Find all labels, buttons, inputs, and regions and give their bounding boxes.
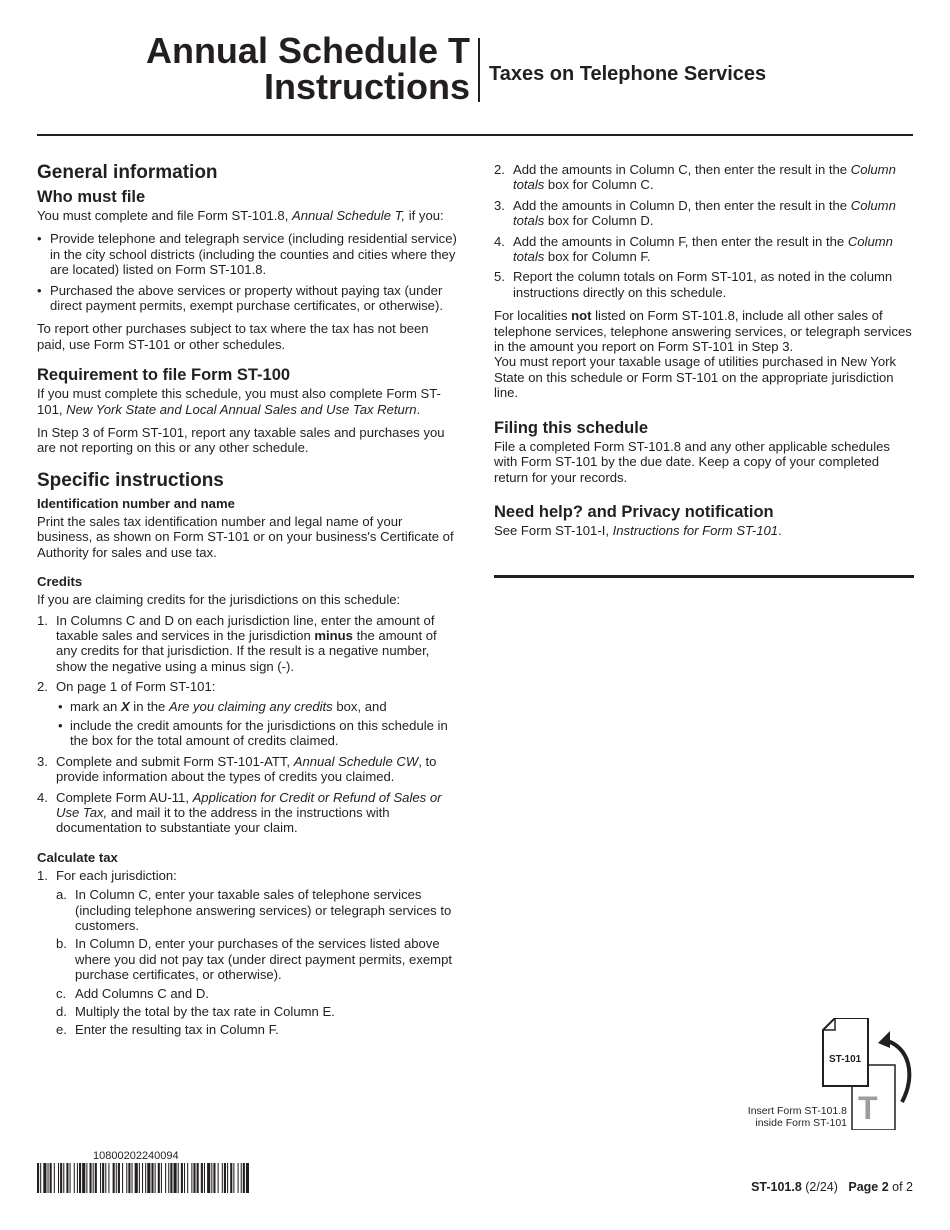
schedule-name: Annual Schedule CW: [293, 753, 419, 769]
item-number: 1.: [37, 612, 48, 628]
step-letter: b.: [56, 936, 67, 952]
who-bullets: [37, 231, 459, 313]
barcode-bar: [135, 1163, 138, 1193]
footer-revision: (2/24): [801, 1180, 838, 1194]
schedule-name: Annual Schedule T,: [291, 208, 406, 223]
barcode-bar: [233, 1163, 234, 1193]
barcode-bar: [191, 1163, 192, 1193]
barcode-bar: [93, 1163, 94, 1193]
barcode-bar: [116, 1163, 117, 1193]
barcode-bar: [181, 1163, 183, 1193]
sub-list: [56, 699, 459, 749]
id-heading: Identification number and name: [37, 495, 235, 511]
item-text: In Columns C and D on each jurisdiction line, enter the amount of taxable sales and services in the jurisdiction: [56, 612, 435, 643]
req-text: If you must complete this schedule, you must also complete Form ST-101,: [37, 386, 441, 417]
who-intro-text: You must complete and file Form ST-101.8,: [37, 208, 292, 223]
barcode-bar: [50, 1163, 52, 1193]
list-item: [37, 754, 459, 785]
list-item: [37, 613, 459, 675]
barcode-bar: [155, 1163, 156, 1193]
barcode-bar: [66, 1163, 68, 1193]
instructions-name: Instructions for Form ST-101: [612, 522, 779, 538]
barcode-bar: [241, 1163, 242, 1193]
credits-heading: Credits: [37, 574, 83, 590]
item-number: 3.: [494, 197, 505, 213]
barcode-bar: [54, 1163, 55, 1193]
barcode-bar: [204, 1163, 205, 1193]
calc-steps: [56, 887, 459, 1038]
barcode-bar: [227, 1163, 228, 1193]
item-text: Add the amounts in Column F, then enter the result in the: [513, 233, 848, 249]
item-text-end: , to provide information about the types of credits you claimed.: [56, 753, 437, 785]
barcode-bar: [218, 1163, 219, 1193]
barcode-bar: [238, 1163, 239, 1193]
item-number: 5.: [494, 269, 505, 285]
barcode-bar: [187, 1163, 188, 1193]
item-number: 1.: [37, 867, 48, 883]
sub-text: box, and: [332, 698, 387, 714]
list-item: [494, 162, 914, 193]
barcode-bar: [246, 1163, 249, 1193]
general-heading: General information: [37, 162, 218, 183]
list-item: [494, 198, 914, 229]
barcode-bar: [128, 1163, 130, 1193]
localities-part: For localities: [494, 308, 572, 324]
filing-heading: Filing this schedule: [494, 418, 649, 437]
footer-form-id: ST-101.8: [751, 1180, 802, 1194]
item-text: For each jurisdiction:: [56, 867, 177, 883]
barcode-bar: [178, 1163, 179, 1193]
barcode-bar: [193, 1163, 195, 1193]
sub-item: [56, 699, 459, 714]
list-item: [37, 868, 459, 1038]
filing-text: File a completed Form ST-101.8 and any other applicable schedules with Form ST-101 by the due date. Keep a copy of your completed return for your records.: [494, 438, 890, 485]
barcode-bar: [201, 1163, 203, 1193]
form-name: Application for Credit or Refund of Sales or Use Tax,: [56, 789, 442, 820]
step-letter: e.: [56, 1022, 67, 1038]
requirement-text-1: [37, 386, 459, 417]
requirement-text-2: In Step 3 of Form ST-101, report any taxable sales and purchases you are not reporting on this or any other schedule.: [37, 425, 445, 456]
sub-text: in the: [129, 698, 169, 714]
calculate-heading: Calculate tax: [37, 849, 118, 865]
who-must-file-heading: Who must file: [37, 188, 146, 206]
localities-emphasis: not: [571, 308, 592, 324]
title-line-2: Instructions: [263, 66, 470, 107]
step-item: [56, 887, 459, 933]
barcode-bar: [174, 1163, 177, 1193]
barcode-bar: [211, 1163, 212, 1193]
barcode-bar: [230, 1163, 232, 1193]
specific-heading: Specific instructions: [37, 469, 224, 491]
step-item: [56, 986, 459, 1001]
page-subtitle: Taxes on Telephone Services: [489, 63, 767, 85]
help-part: .: [778, 522, 782, 538]
item-text-end: box for Column F.: [544, 249, 651, 265]
list-item: [494, 234, 914, 265]
barcode-bar: [63, 1163, 64, 1193]
footer-page-total: of 2: [888, 1180, 913, 1194]
who-intro: [37, 208, 459, 223]
footer-page-number: 2: [881, 1180, 889, 1194]
barcode-bar: [79, 1163, 81, 1193]
help-part: See Form ST-101-I,: [494, 522, 613, 538]
page-title: [100, 30, 470, 107]
help-text: [494, 523, 914, 538]
who-outro: To report other purchases subject to tax where the tax has not been paid, use Form ST-101 or other schedules.: [37, 321, 429, 352]
step-item: [56, 1004, 459, 1019]
sub-text: mark an: [70, 698, 121, 714]
barcode-bar: [142, 1163, 143, 1193]
barcode-bar: [197, 1163, 199, 1193]
item-number: 4.: [494, 233, 505, 249]
step-text: Enter the resulting tax in Column F.: [75, 1022, 279, 1038]
step-text: Multiply the total by the tax rate in Column E.: [75, 1004, 335, 1020]
barcode-bar: [122, 1163, 123, 1193]
localities-part: listed on Form ST-101.8, include all other sales of telephone services, telephone answering services, or telegraph services in the amount you report on Form ST-101 in Step 3.: [494, 308, 912, 355]
barcode-bar: [82, 1163, 85, 1193]
list-item: [494, 269, 914, 300]
insert-line-2: inside Form ST-101: [755, 1116, 847, 1129]
barcode-bar: [118, 1163, 120, 1193]
barcode-bar: [105, 1163, 106, 1193]
usage-text: You must report your taxable usage of utilities purchased in New York State on this schedule or Form ST-101 on the appropriate jurisdiction line.: [494, 354, 897, 401]
barcode-bar: [213, 1163, 215, 1193]
barcode-bar: [158, 1163, 160, 1193]
barcode-bar: [102, 1163, 104, 1193]
localities-text: [494, 308, 914, 354]
item-number: 4.: [37, 789, 48, 805]
item-text-end: and mail it to the address in the instructions with documentation to substantiate your claim.: [56, 804, 390, 836]
credits-intro: If you are claiming credits for the jurisdictions on this schedule:: [37, 592, 401, 608]
page-footer: [751, 1180, 913, 1194]
item-emphasis: minus: [314, 627, 353, 643]
barcode-bar: [113, 1163, 115, 1193]
sub-item: • include the credit amounts for the jurisdictions on this schedule in the box for the total amount of credits claimed.: [56, 718, 459, 749]
item-text: On page 1 of Form ST-101:: [56, 679, 216, 695]
section-end-rule: [494, 575, 914, 578]
barcode-bar: [243, 1163, 245, 1193]
credits-list: [37, 613, 459, 836]
step-letter: c.: [56, 985, 67, 1001]
barcode-bar: [40, 1163, 41, 1193]
item-text-end: box for Column D.: [544, 213, 654, 229]
item-text: Report the column totals on Form ST-101, as noted in the column instructions directly on this schedule.: [513, 269, 893, 300]
list-item: • Provide telephone and telegraph service (including residential service) in the city school districts (including the counties and cities where they are located) listed on Form ST-101.8.: [37, 231, 459, 277]
title-line-1: Annual Schedule T: [145, 30, 470, 71]
step-item: [56, 936, 459, 982]
barcode-bar: [165, 1163, 166, 1193]
barcode-bar: [184, 1163, 185, 1193]
barcode-bar: [77, 1163, 78, 1193]
step-text: Add Columns C and D.: [75, 985, 209, 1001]
barcode-bar: [100, 1163, 101, 1193]
item-number: 2.: [37, 679, 48, 695]
barcode-bar: [132, 1163, 133, 1193]
list-item: [37, 790, 459, 836]
req-text-end: .: [416, 401, 421, 417]
barcode-number: 10800202240094: [93, 1150, 179, 1162]
barcode-bar: [90, 1163, 92, 1193]
item-text: Add the amounts in Column D, then enter the result in the: [513, 197, 851, 213]
barcode-bar: [145, 1163, 146, 1193]
barcode-bar: [170, 1163, 172, 1193]
insert-line-1: Insert Form ST-101.8: [747, 1105, 847, 1117]
barcode-bar: [139, 1163, 140, 1193]
barcode-bar: [126, 1163, 127, 1193]
barcode-bar: [37, 1163, 39, 1193]
list-item: [37, 679, 459, 749]
barcode-bar: [43, 1163, 46, 1193]
barcode-bar: [222, 1163, 223, 1193]
calculate-list: [37, 868, 459, 1038]
item-text: Add the amounts in Column C, then enter the result in the: [513, 162, 851, 177]
header-rule: [37, 134, 913, 136]
footer-page-word: Page: [848, 1180, 882, 1194]
barcode-bar: [147, 1163, 150, 1193]
barcode-bar: [58, 1163, 59, 1193]
box-name: Column totals: [513, 162, 896, 193]
barcode-bar: [48, 1163, 49, 1193]
item-text-end: box for Column C.: [544, 177, 654, 193]
left-column: [37, 162, 459, 1046]
insert-instruction: [700, 1106, 847, 1129]
requirement-heading: Requirement to file Form ST-100: [37, 366, 291, 385]
insert-schedule-letter: T: [858, 1090, 878, 1126]
step-text: In Column D, enter your purchases of the services listed above where you did not pay tax (under direct payment permits, exempt purchase certificates, or otherwise).: [75, 936, 452, 983]
step-letter: d.: [56, 1004, 67, 1020]
item-number: 2.: [494, 162, 505, 177]
barcode-bar: [224, 1163, 226, 1193]
box-name: Are you claiming any credits: [168, 698, 333, 714]
help-heading: Need help? and Privacy notification: [494, 502, 774, 521]
item-text: Complete and submit Form ST-101-ATT,: [56, 753, 294, 769]
barcode-bar: [70, 1163, 71, 1193]
barcode-bar: [95, 1163, 97, 1193]
barcode: [37, 1163, 249, 1193]
box-name: Column totals: [513, 197, 896, 229]
step-item: [56, 1022, 459, 1037]
x-mark: X: [120, 698, 130, 714]
barcode-bar: [86, 1163, 87, 1193]
step-letter: a.: [56, 887, 67, 903]
barcode-bar: [74, 1163, 75, 1193]
right-column: [494, 162, 914, 546]
item-number: 3.: [37, 753, 48, 769]
header-divider: [478, 38, 480, 102]
barcode-bar: [60, 1163, 62, 1193]
barcode-bar: [161, 1163, 162, 1193]
insert-doc-label: ST-101: [829, 1054, 862, 1065]
totals-list: [494, 162, 914, 300]
barcode-bar: [151, 1163, 153, 1193]
barcode-bar: [207, 1163, 210, 1193]
box-name: Column totals: [513, 233, 893, 265]
who-intro-end: if you:: [405, 208, 444, 223]
id-text: Print the sales tax identification number and legal name of your business, as shown on Form ST-101 or on your business's Certificate of Authority for sales and use tax.: [37, 513, 454, 560]
return-name: New York State and Local Annual Sales and Use Tax Return: [66, 401, 417, 417]
barcode-bar: [108, 1163, 109, 1193]
step-text: In Column C, enter your taxable sales of telephone services (including telephone answering services) or telegraph services to customers.: [75, 887, 452, 933]
item-text-end: the amount of any credits for that jurisdiction. If the result is a negative number, show the negative using a minus sign (-).: [56, 627, 437, 674]
item-text: Complete Form AU-11,: [56, 789, 193, 805]
barcode-bar: [168, 1163, 169, 1193]
list-item: • Purchased the above services or property without paying tax (under direct payment permits, exempt purchase certificates, or otherwise).: [37, 283, 459, 314]
